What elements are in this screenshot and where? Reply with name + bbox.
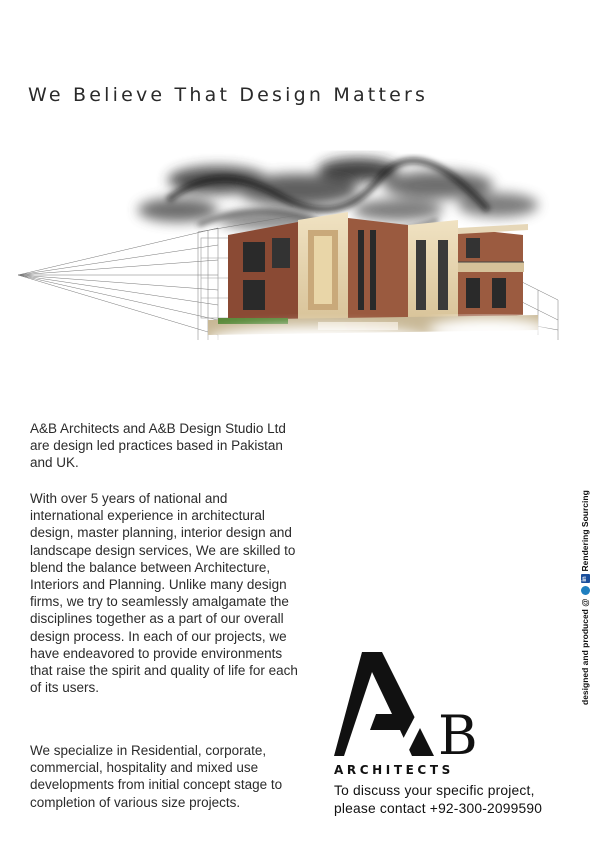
logo-letter-b: B (438, 704, 478, 767)
credit-brand: Rendering Sourcing (580, 490, 590, 572)
logo-wordmark: ARCHITECTS (334, 763, 454, 777)
contact-info (334, 782, 542, 818)
globe-icon (581, 586, 590, 595)
contact-line-2: please contact +92-300-2099590 (334, 801, 543, 816)
architectural-rendering (18, 150, 566, 400)
specialization-paragraph: We specialize in Residential, corporate, commercial, hospitality and mixed use developments from initial concept stage to completion of various size projects. (30, 743, 283, 810)
linkedin-icon: in (581, 576, 588, 582)
experience-paragraph: With over 5 years of national and international experience in architectural design, master planning, interior design and landscape design services, We are skilled to blend the balance between Architecture, Interiors and Planning. Unlike many design firms, we try to seamlessly amalgamate the disciplines together as a part of our overall design process. In each of our projects, we have endeavored to provide environments that raise the spirit and quality of life for each of its users. (30, 491, 298, 696)
credit-prefix: designed and produced @ (580, 598, 590, 705)
headline: We Believe That Design Matters (28, 84, 429, 106)
logo-letter-a-icon (334, 652, 434, 756)
ab-architects-logo (334, 648, 484, 776)
building (208, 212, 538, 335)
intro-paragraph: A&B Architects and A&B Design Studio Ltd are design led practices based in Pakistan and UK. (30, 421, 286, 471)
credit-line (580, 490, 590, 705)
contact-line-1: To discuss your specific project, (334, 783, 535, 798)
